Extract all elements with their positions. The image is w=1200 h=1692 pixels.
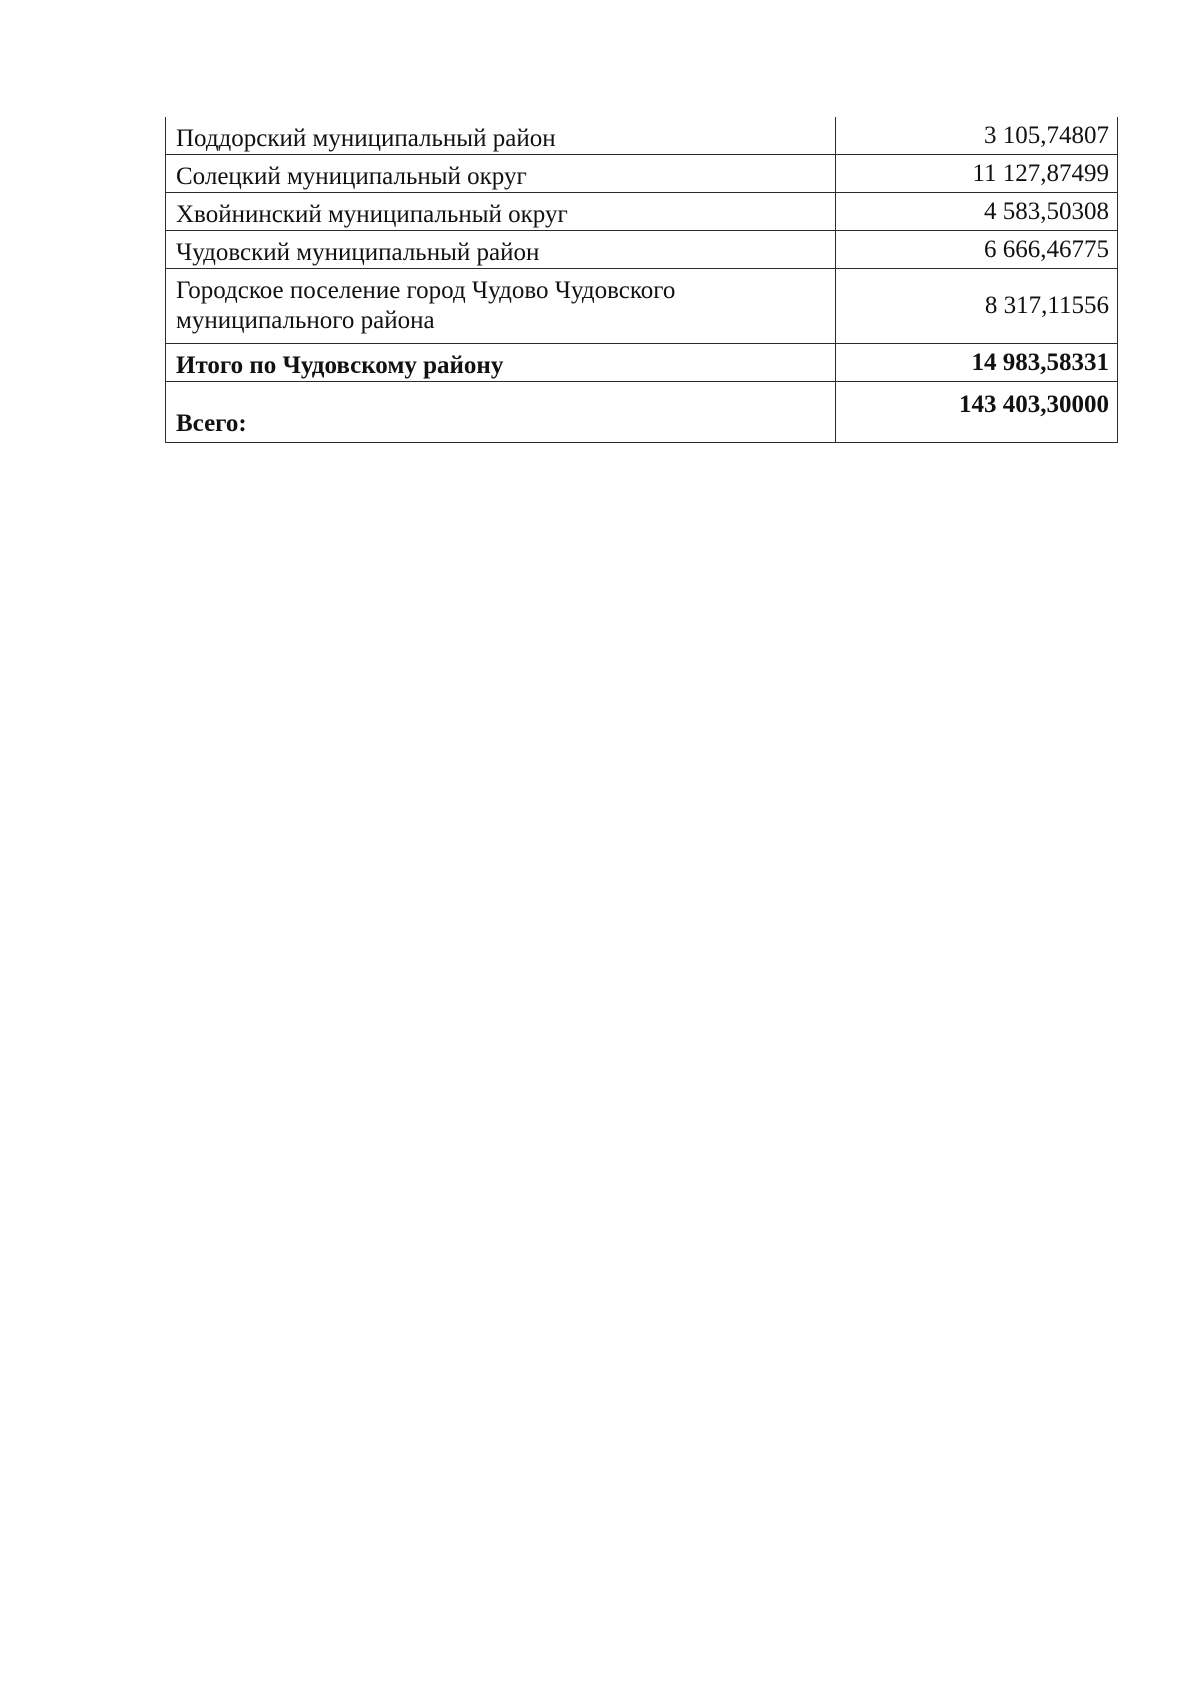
amount-value: 8 317,11556 — [836, 269, 1118, 344]
amount-value: 3 105,74807 — [836, 117, 1118, 155]
subtotal-label: Итого по Чудовскому району — [166, 344, 836, 382]
table-row — [166, 231, 1118, 269]
amount-value: 6 666,46775 — [836, 231, 1118, 269]
amount-value: 4 583,50308 — [836, 193, 1118, 231]
table-row — [166, 193, 1118, 231]
municipality-name: Поддорский муниципальный район — [166, 117, 836, 155]
table-row — [166, 269, 1118, 344]
grand-total-value: 143 403,30000 — [836, 382, 1118, 443]
grand-total-row — [166, 382, 1118, 443]
municipality-name: Чудовский муниципальный район — [166, 231, 836, 269]
municipality-name: Городское поселение город Чудово Чудовского муниципального района — [166, 269, 836, 344]
municipality-name: Хвойнинский муниципальный округ — [166, 193, 836, 231]
subtotal-row — [166, 344, 1118, 382]
grand-total-label: Всего: — [166, 382, 836, 443]
amount-value: 11 127,87499 — [836, 155, 1118, 193]
municipality-name: Солецкий муниципальный округ — [166, 155, 836, 193]
table-row — [166, 117, 1118, 155]
subtotal-value: 14 983,58331 — [836, 344, 1118, 382]
budget-table — [165, 117, 1118, 443]
table-row — [166, 155, 1118, 193]
